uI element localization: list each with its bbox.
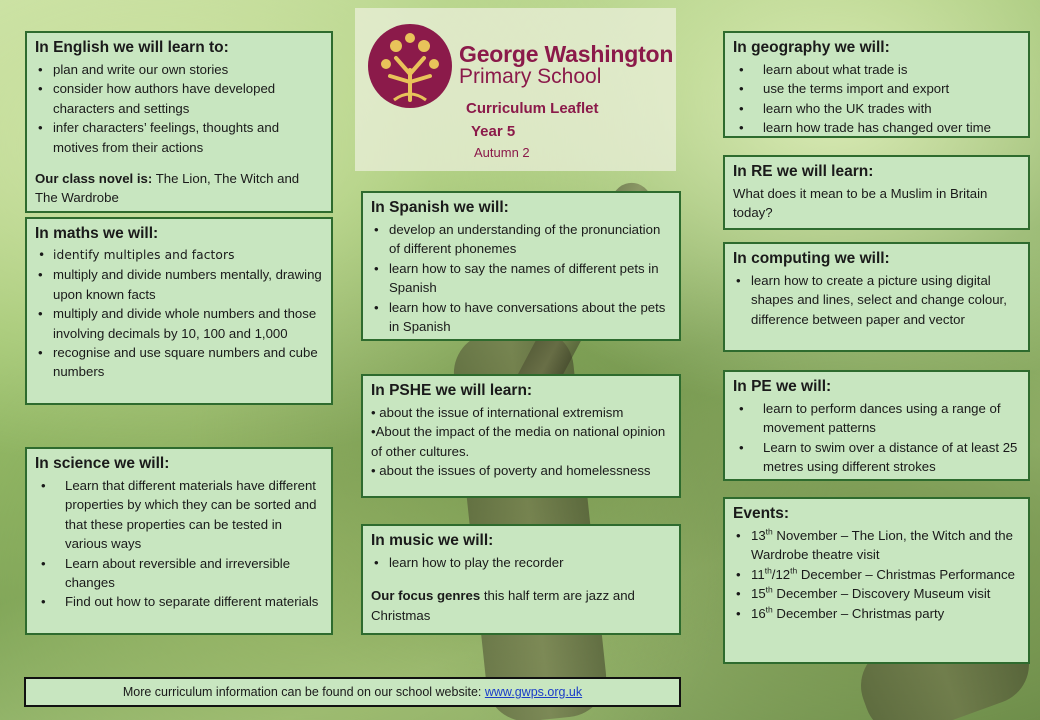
- list-item: • Find out how to separate different materials: [35, 592, 323, 611]
- list-item: • Learn about reversible and irreversible changes: [35, 554, 323, 593]
- english-list: [35, 60, 323, 157]
- class-novel-label: Our class novel is:: [35, 171, 153, 187]
- computing-heading: In computing we will:: [733, 250, 890, 267]
- event-item: • 11th/12th December – Christmas Performance: [733, 565, 1020, 584]
- list-item: • Learn that different materials have different properties by which they can be sorted and that these properties can be tested in various ways: [35, 476, 323, 554]
- leaflet-title: Curriculum Leaflet: [466, 100, 599, 117]
- computing-box: [723, 242, 1030, 352]
- list-item: • learn how to play the recorder: [371, 553, 671, 572]
- re-heading: In RE we will learn:: [733, 163, 874, 180]
- list-item: • about the issue of international extremism: [371, 405, 624, 420]
- spanish-heading: In Spanish we will:: [371, 199, 509, 216]
- re-text: What does it mean to be a Muslim in Britain today?: [733, 186, 988, 221]
- music-list: [371, 553, 671, 572]
- school-logo: [366, 22, 454, 110]
- geography-list: [733, 60, 1020, 138]
- english-heading: In English we will learn to:: [35, 39, 229, 56]
- leaflet-year: Year 5: [471, 123, 516, 140]
- science-list: [35, 476, 323, 612]
- list-item: • multiply and divide whole numbers and those involving decimals by 10, 100 and 1,000: [35, 304, 323, 343]
- list-item: • learn how to say the names of different pets in Spanish: [371, 259, 671, 298]
- pe-box: [723, 370, 1030, 481]
- list-item: • identify multiples and factors: [35, 246, 323, 265]
- list-item: • recognise and use square numbers and cube numbers: [35, 343, 323, 382]
- pe-heading: In PE we will:: [733, 378, 832, 395]
- website-link[interactable]: www.gwps.org.uk: [484, 685, 583, 699]
- computing-list: [733, 271, 1020, 329]
- leaflet-term: Autumn 2: [474, 145, 530, 160]
- list-item: • develop an understanding of the pronunciation of different phonemes: [371, 220, 671, 259]
- events-box: [723, 497, 1030, 664]
- class-novel-title: The Lion, The Witch and The Wardrobe: [35, 171, 300, 206]
- geography-box: [723, 31, 1030, 138]
- list-item: • multiply and divide numbers mentally, drawing upon known facts: [35, 265, 323, 304]
- list-item: • learn how trade has changed over time: [733, 118, 1020, 137]
- list-item: • use the terms import and export: [733, 79, 1020, 98]
- list-item: • learn who the UK trades with: [733, 99, 1020, 118]
- list-item: • learn how to have conversations about the pets in Spanish: [371, 298, 671, 337]
- list-item: • consider how authors have developed characters and settings: [35, 79, 323, 118]
- spanish-box: [361, 191, 681, 341]
- list-item: • learn how to create a picture using digital shapes and lines, select and change colour, difference between paper and vector: [733, 271, 1020, 329]
- events-heading: Events:: [733, 505, 789, 522]
- music-box: [361, 524, 681, 635]
- pshe-box: [361, 374, 681, 498]
- music-heading: In music we will:: [371, 532, 494, 549]
- science-box: [25, 447, 333, 635]
- list-item: • about the issues of poverty and homelessness: [371, 463, 651, 479]
- list-item: •About the impact of the media on national opinion of other cultures.: [371, 424, 666, 459]
- english-box: [25, 31, 333, 213]
- focus-genres-text: this half term are jazz and Christmas: [371, 588, 635, 623]
- pshe-list: [371, 403, 671, 481]
- event-item: • 13th November – The Lion, the Witch and the Wardrobe theatre visit: [733, 526, 1020, 565]
- class-novel: [35, 169, 323, 208]
- school-name: George Washington: [459, 41, 674, 67]
- maths-list: [35, 246, 323, 382]
- re-box: [723, 155, 1030, 230]
- list-item: • learn to perform dances using a range of movement patterns: [733, 399, 1020, 438]
- event-item: • 16th December – Christmas party: [733, 604, 1020, 623]
- list-item: • Learn to swim over a distance of at least 25 metres using different strokes: [733, 438, 1020, 477]
- events-list: [733, 526, 1020, 623]
- list-item: • infer characters’ feelings, thoughts and motives from their actions: [35, 118, 323, 157]
- science-heading: In science we will:: [35, 455, 170, 472]
- list-item: • plan and write our own stories: [35, 60, 323, 79]
- maths-heading: In maths we will:: [35, 225, 159, 242]
- event-item: • 15th December – Discovery Museum visit: [733, 584, 1020, 603]
- footer-banner: [24, 677, 681, 707]
- focus-genres: [371, 586, 671, 625]
- focus-genres-label: Our focus genres: [371, 588, 481, 604]
- footer-text: More curriculum information can be found on our school website:: [122, 685, 485, 699]
- list-item: • learn about what trade is: [733, 60, 1020, 79]
- spanish-list: [371, 220, 671, 336]
- geography-heading: In geography we will:: [733, 39, 890, 56]
- school-subtitle: Primary School: [459, 65, 602, 88]
- pe-list: [733, 399, 1020, 477]
- pshe-heading: In PSHE we will learn:: [371, 382, 533, 399]
- maths-box: [25, 217, 333, 405]
